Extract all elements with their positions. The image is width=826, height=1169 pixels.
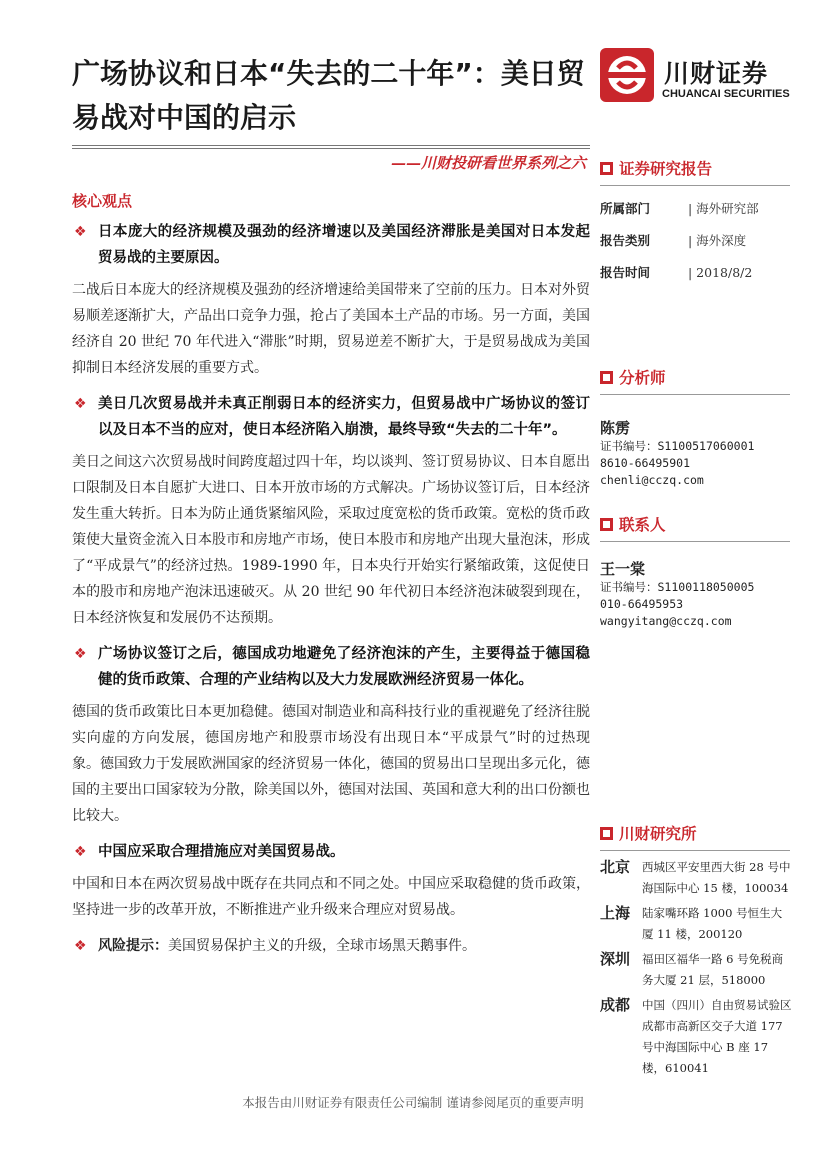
divider (600, 394, 790, 395)
key-point-text: 中国应采取合理措施应对美国贸易战。 (98, 844, 345, 860)
contact-email[interactable]: wangyitang@cczq.com (600, 614, 732, 628)
risk-label: 风险提示： (98, 938, 168, 954)
square-bullet-icon (600, 827, 613, 840)
analyst-name: 陈雳 (600, 419, 631, 437)
chuancai-logo-icon (598, 46, 656, 104)
header-rule (72, 145, 590, 146)
key-point-text: 日本庞大的经济规模及强劲的经济增速以及美国经济滞胀是美国对日本发起贸易战的主要原因。 (98, 224, 590, 266)
series-subtitle: ——川财投研看世界系列之六 (390, 154, 586, 172)
office-address: 中国（四川）自由贸易试验区成都市高新区交子大道 177 号中海国际中心 B 座 17 楼，610041 (642, 998, 792, 1075)
office-row (600, 949, 800, 991)
risk-text: 美国贸易保护主义的升级，全球市场黑天鹅事件。 (168, 938, 476, 954)
divider (600, 850, 790, 851)
divider (600, 541, 790, 542)
key-point-text: 广场协议签订之后，德国成功地避免了经济泡沫的产生，主要得益于德国稳健的货币政策、合理的产业结构以及大力发展欧洲经济贸易一体化。 (98, 646, 590, 688)
core-views-heading: 核心观点 (72, 192, 133, 210)
key-point (72, 839, 590, 865)
office-row (600, 903, 800, 945)
office-city: 上海 (600, 904, 631, 922)
company-logo (598, 46, 798, 106)
contact-cert: 证书编号：S1100118050005 (600, 580, 755, 594)
risk-warning (72, 933, 590, 959)
key-point (72, 219, 590, 271)
key-point (72, 641, 590, 693)
paragraph: 德国的货币政策比日本更加稳健。德国对制造业和高科技行业的重视避免了经济往脱实向虚的方向发展，德国房地产和股票市场没有出现日本“平成景气”时的过热现象。德国致力于发展欧洲国家的经济贸易一体化，德国的贸易出口呈现出多元化，德国的主要出口国家较为分散，除美国以外，德国对法国、英国和意大利的出口份额也比较大。 (72, 704, 590, 824)
office-city: 成都 (600, 996, 631, 1014)
analyst-phone: 8610-66495901 (600, 456, 691, 470)
key-point-text: 美日几次贸易战并未真正削弱日本的经济实力，但贸易战中广场协议的签订以及日本不当的应对，使日本经济陷入崩溃，最终导致“失去的二十年”。 (98, 396, 590, 438)
diamond-bullet-icon: ❖ (74, 396, 87, 412)
core-views (72, 190, 590, 959)
logo-english-name: CHUANCAI SECURITIES (662, 88, 790, 100)
divider (600, 185, 790, 186)
paragraph: 中国和日本在两次贸易战中既存在共同点和不同之处。中国应采取稳健的货币政策，坚持进一步的改革开放，不断推进产业升级来合理应对贸易战。 (72, 876, 590, 918)
diamond-bullet-icon: ❖ (74, 224, 87, 240)
paragraph: 二战后日本庞大的经济规模及强劲的经济增速给美国带来了空前的压力。日本对外贸易顺差逐渐扩大，产品出口竞争力强，抢占了美国本土产品的市场。另一方面，美国经济自 20 世纪 70 年代进入“滞胀”时期，贸易逆差不断扩大，于是贸易战成为美国抑制日本经济发展的重要方式。 (72, 282, 590, 376)
office-city: 深圳 (600, 950, 631, 968)
diamond-bullet-icon: ❖ (74, 844, 87, 860)
meta-row: 报告类别 | 海外深度 (600, 233, 747, 248)
report-heading: 证券研究报告 (600, 155, 800, 181)
office-address: 陆家嘴环路 1000 号恒生大厦 11 楼，200120 (642, 906, 783, 941)
key-point (72, 391, 590, 443)
contact-heading: 联系人 (600, 511, 800, 537)
analyst-heading: 分析师 (600, 364, 800, 390)
analyst-cert: 证书编号：S1100517060001 (600, 439, 755, 453)
logo-name: 川财证券 (664, 59, 769, 88)
institute-heading: 川财研究所 (600, 820, 800, 846)
analyst-email[interactable]: chenli@cczq.com (600, 473, 704, 487)
office-address: 西城区平安里西大街 28 号中海国际中心 15 楼，100034 (642, 860, 791, 895)
office-city: 北京 (600, 858, 631, 876)
sidebar (600, 155, 800, 1079)
diamond-bullet-icon: ❖ (74, 646, 87, 662)
diamond-bullet-icon: ❖ (74, 938, 87, 954)
office-address: 福田区福华一路 6 号免税商务大厦 21 层，518000 (642, 952, 784, 987)
office-row (600, 995, 800, 1079)
header-rule (72, 148, 590, 149)
footer-disclaimer: 本报告由川财证券有限责任公司编制 谨请参阅尾页的重要声明 (242, 1095, 584, 1110)
paragraph: 美日之间这六次贸易战时间跨度超过四十年，均以谈判、签订贸易协议、日本自愿出口限制及日本自愿扩大进口、日本开放市场的方式解决。广场协议签订后，日本经济发生重大转折。日本为防止通货紧缩风险，采取过度宽松的货币政策。宽松的货币政策使大量资金流入日本股市和房地产市场，使日本股市和房地产出现大量泡沫，形成了“平成景气”的经济过热。1989-1990 年，日本央行开始实行紧缩政策，这促使日本的股市和房地产泡沫迅速破灭。从 20 世纪 90 年代初日本经济泡沫破裂到现在，日本经济恢复和发展仍不达预期。 (72, 454, 590, 626)
square-bullet-icon (600, 518, 613, 531)
contact-phone: 010-66495953 (600, 597, 684, 611)
office-row (600, 857, 800, 899)
contact-name: 王一棠 (600, 560, 646, 578)
meta-row: 报告时间 | 2018/8/2 (600, 264, 753, 280)
meta-row: 所属部门 | 海外研究部 (600, 201, 759, 216)
square-bullet-icon (600, 162, 613, 175)
square-bullet-icon (600, 371, 613, 384)
report-title: 广场协议和日本“失去的二十年”：美日贸易战对中国的启示 (72, 57, 585, 134)
